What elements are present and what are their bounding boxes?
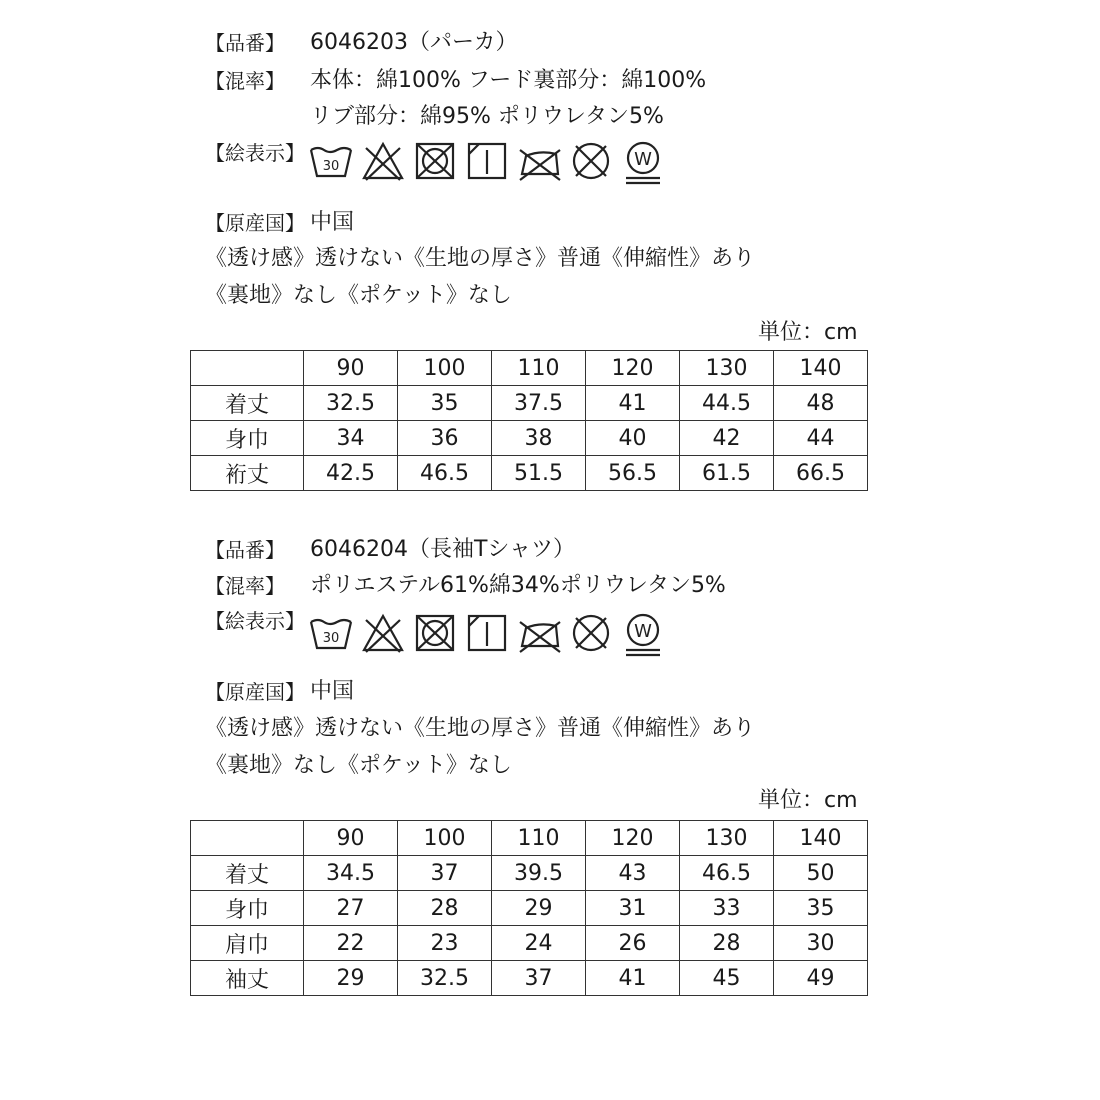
value-cell: 23 [398,926,492,961]
wet-clean-icon [620,610,666,658]
row-label-cell: 着丈 [191,856,304,891]
origin-value: 中国 [310,210,355,235]
value-cell: 44 [774,421,868,456]
value-cell: 49 [774,961,868,996]
value-cell: 28 [398,891,492,926]
no-tumble-dry-icon [412,610,458,658]
table-row [191,926,868,961]
care-icons-row [308,610,666,658]
origin-value: 中国 [310,679,355,704]
value-cell: 45 [680,961,774,996]
table-header-row [191,351,868,386]
value-cell: 130 [680,821,774,856]
value-cell: 100 [398,821,492,856]
value-cell: 27 [304,891,398,926]
value-cell: 22 [304,926,398,961]
care-label: 【絵表示】 [205,141,305,165]
row-label-cell: 身巾 [191,421,304,456]
value-cell: 48 [774,386,868,421]
origin-label: 【原産国】 [205,211,305,235]
value-cell: 41 [586,961,680,996]
table-row [191,386,868,421]
value-cell: 41 [586,386,680,421]
table-header-row [191,821,868,856]
value-cell: 24 [492,926,586,961]
line-dry-shade-icon [464,610,510,658]
feature-line-2: 《裏地》なし《ポケット》なし [205,283,512,308]
value-cell: 29 [304,961,398,996]
value-cell: 56.5 [586,456,680,491]
value-cell: 35 [774,891,868,926]
unit-label: 単位：cm [758,320,858,345]
value-cell: 43 [586,856,680,891]
value-cell: 32.5 [398,961,492,996]
row-label-cell: 袖丈 [191,961,304,996]
row-label-cell: 裄丈 [191,456,304,491]
table-row [191,961,868,996]
feature-line-1: 《透け感》透けない《生地の厚さ》普通《伸縮性》あり [205,246,756,271]
value-cell: 120 [586,351,680,386]
table-row [191,891,868,926]
mix-line-1: 本体：綿100% フード裏部分：綿100% [310,68,707,93]
value-cell: 37 [492,961,586,996]
svg-text:W: W [634,621,652,642]
value-cell: 32.5 [304,386,398,421]
value-cell: 35 [398,386,492,421]
line-dry-shade-icon [464,138,510,186]
code-value: 6046203（パーカ） [310,30,518,55]
svg-text:30: 30 [322,631,340,646]
no-bleach-icon [360,138,406,186]
value-cell: 140 [774,821,868,856]
size-table [190,820,868,996]
value-cell: 51.5 [492,456,586,491]
value-cell: 28 [680,926,774,961]
code-label: 【品番】 [205,538,285,562]
feature-line-2: 《裏地》なし《ポケット》なし [205,753,512,778]
size-table [190,350,868,491]
svg-text:30: 30 [322,159,340,174]
value-cell: 42.5 [304,456,398,491]
value-cell: 34.5 [304,856,398,891]
code-value: 6046204（長袖Tシャツ） [310,537,575,562]
svg-text:W: W [634,149,652,170]
value-cell: 37.5 [492,386,586,421]
wash-30-icon [308,138,354,186]
value-cell: 26 [586,926,680,961]
mix-label: 【混率】 [205,69,285,93]
value-cell: 30 [774,926,868,961]
no-tumble-dry-icon [412,138,458,186]
iron-low-no-steam-icon [516,610,562,658]
value-cell: 46.5 [398,456,492,491]
iron-low-no-steam-icon [516,138,562,186]
mix-line-2: リブ部分：綿95% ポリウレタン5% [310,104,664,129]
value-cell: 29 [492,891,586,926]
wash-30-icon [308,610,354,658]
value-cell: 44.5 [680,386,774,421]
wet-clean-icon [620,138,666,186]
value-cell: 66.5 [774,456,868,491]
no-dry-clean-icon [568,138,614,186]
mix-line-1: ポリエステル61%綿34%ポリウレタン5% [310,573,726,598]
value-cell: 120 [586,821,680,856]
table-row [191,421,868,456]
value-cell: 31 [586,891,680,926]
row-label-cell [191,351,304,386]
no-dry-clean-icon [568,610,614,658]
feature-line-1: 《透け感》透けない《生地の厚さ》普通《伸縮性》あり [205,716,756,741]
table-row [191,456,868,491]
table-row [191,856,868,891]
row-label-cell: 着丈 [191,386,304,421]
value-cell: 37 [398,856,492,891]
value-cell: 140 [774,351,868,386]
value-cell: 40 [586,421,680,456]
value-cell: 36 [398,421,492,456]
value-cell: 39.5 [492,856,586,891]
value-cell: 33 [680,891,774,926]
unit-label: 単位：cm [758,788,858,813]
value-cell: 34 [304,421,398,456]
value-cell: 38 [492,421,586,456]
value-cell: 61.5 [680,456,774,491]
value-cell: 90 [304,351,398,386]
code-label: 【品番】 [205,31,285,55]
value-cell: 110 [492,821,586,856]
mix-label: 【混率】 [205,574,285,598]
care-label: 【絵表示】 [205,609,305,633]
value-cell: 100 [398,351,492,386]
value-cell: 110 [492,351,586,386]
origin-label: 【原産国】 [205,680,305,704]
row-label-cell: 身巾 [191,891,304,926]
value-cell: 46.5 [680,856,774,891]
value-cell: 90 [304,821,398,856]
value-cell: 130 [680,351,774,386]
row-label-cell: 肩巾 [191,926,304,961]
value-cell: 42 [680,421,774,456]
care-icons-row [308,138,666,186]
value-cell: 50 [774,856,868,891]
no-bleach-icon [360,610,406,658]
row-label-cell [191,821,304,856]
